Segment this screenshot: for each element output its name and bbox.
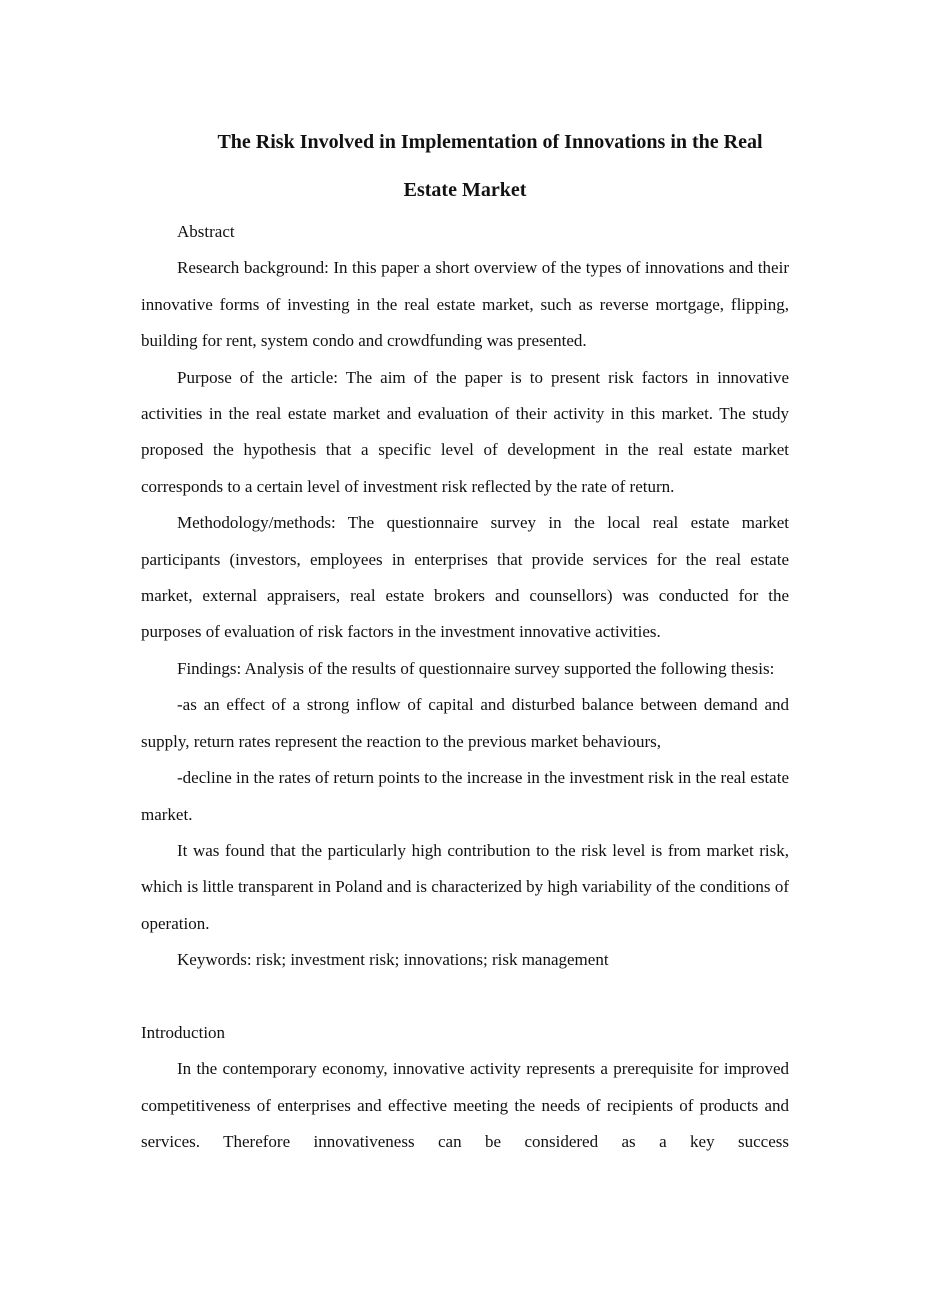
- introduction-paragraph-1: In the contemporary economy, innovative activity represents a prerequisite for improved competitiveness of enterprises and effective meeting the needs of recipients of products and services. Therefore innovativeness can be considered as a key success: [141, 1059, 789, 1152]
- findings-bullet-1: -as an effect of a strong inflow of capital and disturbed balance between demand and supply, return rates represent the reaction to the previous market behaviours,: [141, 695, 789, 751]
- abstract-purpose-paragraph: Purpose of the article: The aim of the paper is to present risk factors in innovative activities in the real estate market and evaluation of their activity in this market. The study proposed the hypothesis that a specific level of development in the real estate market corresponds to a certain level of investment risk reflected by the rate of return.: [141, 367, 789, 496]
- paper-title: [141, 118, 789, 214]
- introduction-heading: Introduction: [141, 1022, 226, 1042]
- document-page: [141, 118, 789, 1161]
- paper-title-line-2: Estate Market: [403, 179, 527, 201]
- abstract-heading: Abstract: [177, 222, 235, 241]
- abstract-methodology-paragraph: Methodology/methods: The questionnaire survey in the local real estate market participants (investors, employees in enterprises that provide services for the real estate market, external appraisers, real estate brokers and counsellors) was conducted for the purposes of evaluation of risk factors in the investment innovative activities.: [141, 513, 789, 642]
- abstract-background-paragraph: Research background: In this paper a short overview of the types of innovations and their innovative forms of investing in the real estate market, such as reverse mortgage, flipping, building for rent, system condo and crowdfunding was presented.: [141, 258, 789, 351]
- paper-title-line-1: The Risk Involved in Implementation of Innovations in the Real: [217, 131, 763, 153]
- keywords-line: Keywords: risk; investment risk; innovations; risk management: [177, 950, 609, 970]
- findings-bullet-2: -decline in the rates of return points to the increase in the investment risk in the real estate market.: [141, 768, 789, 824]
- abstract-conclusion-paragraph: It was found that the particularly high contribution to the risk level is from market risk, which is little transparent in Poland and is characterized by high variability of the conditions of operation.: [141, 840, 789, 933]
- abstract-findings-paragraph: Findings: Analysis of the results of questionnaire survey supported the following thesis:: [177, 658, 775, 678]
